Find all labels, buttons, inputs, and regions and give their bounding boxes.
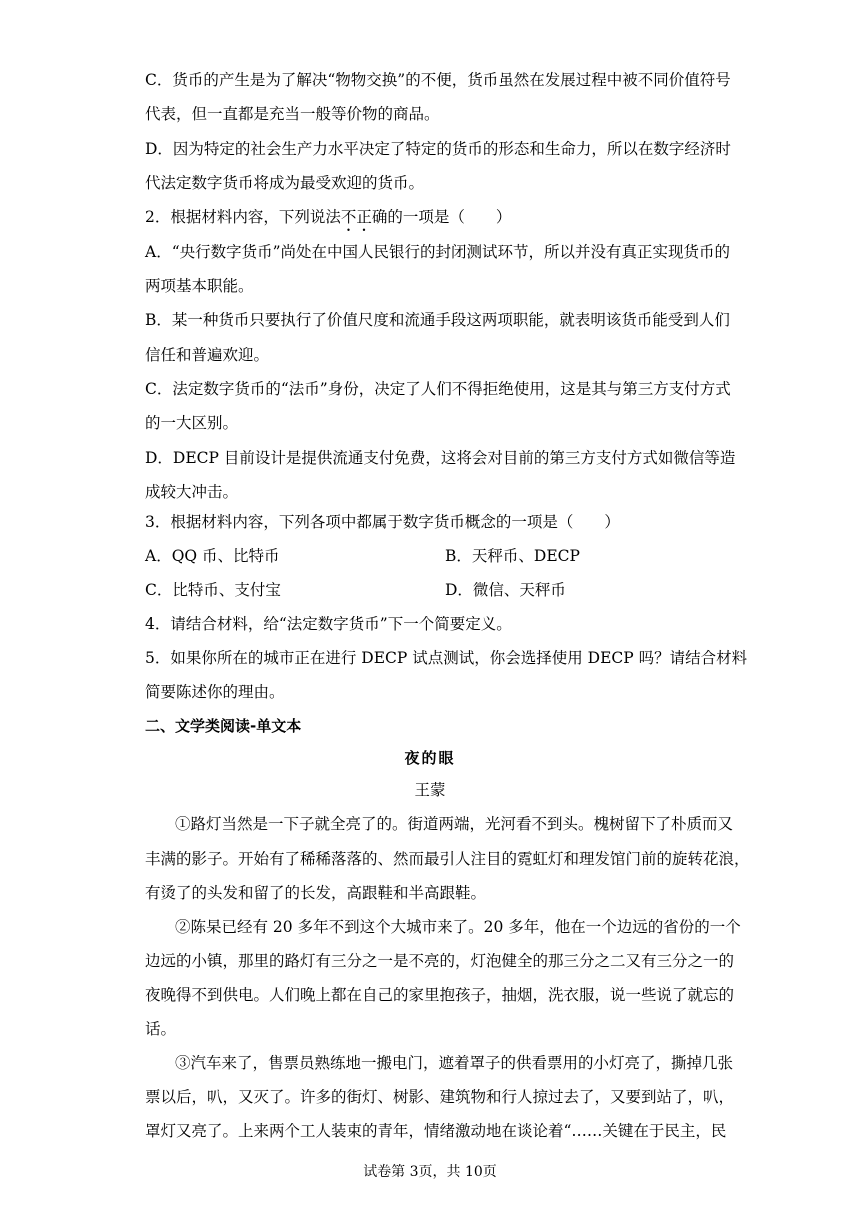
q3-option-b: B．天秤币、DECP bbox=[445, 547, 580, 565]
paragraph-3-line2: 票以后，叭，又灭了。许多的街灯、树影、建筑物和行人掠过去了，又要到站了，叭， bbox=[145, 1088, 735, 1106]
q2-stem-suffix: 确的一项是（ ） bbox=[371, 208, 512, 226]
q5-stem-line2: 简要陈述你的理由。 bbox=[145, 683, 285, 701]
q2-option-d-line2: 成较大冲击。 bbox=[145, 483, 239, 501]
q3-option-a: A．QQ 币、比特币 bbox=[145, 547, 280, 565]
paragraph-2-line4: 话。 bbox=[145, 1020, 177, 1038]
q2-option-c-line1: C．法定数字货币的“法币”身份，决定了人们不得拒绝使用，这是其与第三方支付方式 bbox=[145, 380, 731, 398]
q3-option-d: D．微信、天秤币 bbox=[445, 581, 566, 599]
q1-option-d-line2: 代法定数字货币将成为最受欢迎的货币。 bbox=[145, 174, 425, 192]
q2-option-b-line2: 信任和普遍欢迎。 bbox=[145, 346, 270, 364]
q1-option-c-line1: C．货币的产生是为了解决“物物交换”的不便，货币虽然在发展过程中被不同价值符号 bbox=[145, 71, 731, 89]
paragraph-1-line3: 有烫了的头发和留了的长发，高跟鞋和半高跟鞋。 bbox=[145, 884, 487, 902]
q2-option-b-line1: B．某一种货币只要执行了价值尺度和流通手段这两项职能，就表明该货币能受到人们 bbox=[145, 311, 730, 329]
paragraph-2-line3: 夜晚得不到供电。人们晚上都在自己的家里抱孩子，抽烟，洗衣服，说一些说了就忘的 bbox=[145, 986, 735, 1004]
q1-option-c-line2: 代表，但一直都是充当一般等价物的商品。 bbox=[145, 105, 440, 123]
q2-option-d-line1: D．DECP 目前设计是提供流通支付免费，这将会对目前的第三方支付方式如微信等造 bbox=[145, 449, 736, 467]
paragraph-3-line3: 罩灯又亮了。上来两个工人装束的青年，情绪激动地在谈论着“……关键在于民主，民 bbox=[145, 1122, 727, 1140]
q2-option-a-line2: 两项基本职能。 bbox=[145, 277, 254, 295]
q1-option-d-line1: D．因为特定的社会生产力水平决定了特定的货币的形态和生命力，所以在数字经济时 bbox=[145, 140, 731, 158]
article-author: 王蒙 bbox=[414, 781, 446, 799]
q2-option-a-line1: A．“央行数字货币”尚处在中国人民银行的封闭测试环节，所以并没有真正实现货币的 bbox=[145, 243, 731, 261]
q5-stem-line1: 5．如果你所在的城市正在进行 DECP 试点测试，你会选择使用 DECP 吗？请结合材料 bbox=[145, 649, 748, 667]
page-footer: 试卷第 3页，共 10页 bbox=[363, 1164, 497, 1180]
q3-stem: 3．根据材料内容，下列各项中都属于数字货币概念的一项是（ ） bbox=[145, 513, 620, 531]
q2-stem-prefix: 2．根据材料内容，下列说法 bbox=[145, 208, 341, 226]
article-title: 夜的眼 bbox=[404, 749, 456, 767]
q2-stem bbox=[145, 207, 715, 235]
paragraph-1-line1: ①路灯当然是一下子就全亮了的。街道两端，光河看不到头。槐树留下了朴质而又 bbox=[175, 815, 734, 833]
q2-stem-emphasis: 不正 bbox=[340, 208, 372, 226]
paragraph-1-line2: 丰满的影子。开始有了稀稀落落的、然而最引人注目的霓虹灯和理发馆门前的旋转花浪， bbox=[145, 850, 750, 868]
q4-stem: 4．请结合材料，给“法定数字货币”下一个简要定义。 bbox=[145, 615, 512, 633]
q2-option-c-line2: 的一大区别。 bbox=[145, 414, 239, 432]
section-heading: 二、文学类阅读-单文本 bbox=[145, 717, 302, 735]
paragraph-2-line2: 边远的小镇，那里的路灯有三分之一是不亮的，灯泡健全的那三分之二又有三分之一的 bbox=[145, 952, 735, 970]
paragraph-3-line1: ③汽车来了，售票员熟练地一搬电门，遮着罩子的供看票用的小灯亮了，撕掉几张 bbox=[175, 1054, 734, 1072]
paragraph-2-line1: ②陈杲已经有 20 多年不到这个大城市来了。20 多年，他在一个边远的省份的一个 bbox=[175, 918, 741, 936]
q3-option-c: C．比特币、支付宝 bbox=[145, 581, 281, 599]
